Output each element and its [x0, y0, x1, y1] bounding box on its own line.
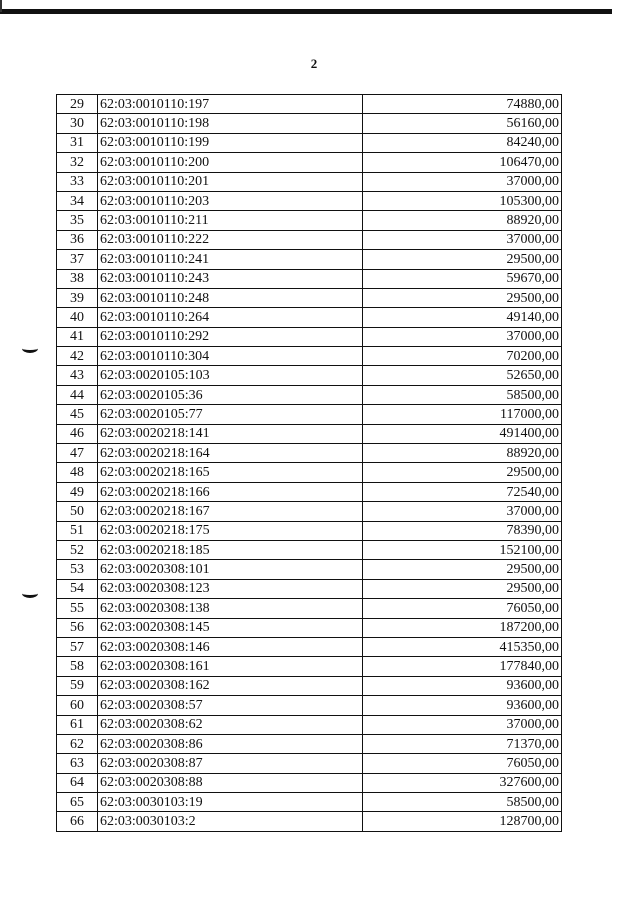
- row-number: 35: [57, 211, 98, 230]
- cadastral-value: 84240,00: [363, 133, 562, 152]
- cadastral-value: 76050,00: [363, 599, 562, 618]
- row-number: 30: [57, 114, 98, 133]
- row-number: 62: [57, 734, 98, 753]
- cadastral-value: 29500,00: [363, 463, 562, 482]
- cadastral-number: 62:03:0020308:86: [98, 734, 363, 753]
- cadastral-value: 74880,00: [363, 95, 562, 114]
- cadastral-value: 117000,00: [363, 405, 562, 424]
- row-number: 53: [57, 560, 98, 579]
- row-number: 44: [57, 385, 98, 404]
- table-row: [57, 463, 562, 482]
- cadastral-number: 62:03:0020218:166: [98, 482, 363, 501]
- table-row: [57, 773, 562, 792]
- cadastral-value: 37000,00: [363, 715, 562, 734]
- cadastral-number: 62:03:0010110:211: [98, 211, 363, 230]
- table-row: [57, 637, 562, 656]
- cadastral-value: 29500,00: [363, 560, 562, 579]
- cadastral-value: 29500,00: [363, 579, 562, 598]
- cadastral-value: 93600,00: [363, 676, 562, 695]
- row-number: 38: [57, 269, 98, 288]
- row-number: 65: [57, 793, 98, 812]
- table-row: [57, 172, 562, 191]
- cadastral-value: 106470,00: [363, 153, 562, 172]
- row-number: 66: [57, 812, 98, 831]
- cadastral-value: 152100,00: [363, 540, 562, 559]
- table-row: [57, 153, 562, 172]
- cadastral-number: 62:03:0030103:2: [98, 812, 363, 831]
- row-number: 63: [57, 754, 98, 773]
- cadastral-number: 62:03:0020308:138: [98, 599, 363, 618]
- table-row: [57, 424, 562, 443]
- row-number: 48: [57, 463, 98, 482]
- cadastral-value: 37000,00: [363, 172, 562, 191]
- cadastral-number: 62:03:0010110:248: [98, 288, 363, 307]
- row-number: 46: [57, 424, 98, 443]
- row-number: 41: [57, 327, 98, 346]
- row-number: 34: [57, 191, 98, 210]
- cadastral-number: 62:03:0020308:88: [98, 773, 363, 792]
- cadastral-number: 62:03:0020105:36: [98, 385, 363, 404]
- cadastral-value: 105300,00: [363, 191, 562, 210]
- row-number: 36: [57, 230, 98, 249]
- table-row: [57, 133, 562, 152]
- row-number: 33: [57, 172, 98, 191]
- table-row: [57, 599, 562, 618]
- table-row: [57, 560, 562, 579]
- cadastral-value: 327600,00: [363, 773, 562, 792]
- table-row: [57, 230, 562, 249]
- cadastral-number: 62:03:0010110:222: [98, 230, 363, 249]
- cadastral-value: 70200,00: [363, 347, 562, 366]
- table-row: [57, 502, 562, 521]
- page-number: 2: [310, 56, 318, 71]
- row-number: 56: [57, 618, 98, 637]
- table-row: [57, 657, 562, 676]
- table-row: [57, 754, 562, 773]
- table-row: [57, 269, 562, 288]
- cadastral-value: 58500,00: [363, 793, 562, 812]
- cadastral-number: 62:03:0010110:200: [98, 153, 363, 172]
- cadastral-value: 49140,00: [363, 308, 562, 327]
- table-row: [57, 405, 562, 424]
- cadastral-number: 62:03:0030103:19: [98, 793, 363, 812]
- row-number: 61: [57, 715, 98, 734]
- cadastral-value: 59670,00: [363, 269, 562, 288]
- table-row: [57, 444, 562, 463]
- table-row: [57, 308, 562, 327]
- row-number: 49: [57, 482, 98, 501]
- cadastral-number: 62:03:0020308:123: [98, 579, 363, 598]
- cadastral-number: 62:03:0020218:164: [98, 444, 363, 463]
- cadastral-value: 58500,00: [363, 385, 562, 404]
- table-row: [57, 385, 562, 404]
- cadastral-value: 29500,00: [363, 288, 562, 307]
- cadastral-number: 62:03:0020218:167: [98, 502, 363, 521]
- table-row: [57, 521, 562, 540]
- row-number: 52: [57, 540, 98, 559]
- row-number: 54: [57, 579, 98, 598]
- margin-check-mark-icon: [22, 344, 38, 353]
- table-row: [57, 715, 562, 734]
- table-row: [57, 734, 562, 753]
- cadastral-number: 62:03:0020218:185: [98, 540, 363, 559]
- table-body: [57, 95, 562, 832]
- cadastral-number: 62:03:0020308:146: [98, 637, 363, 656]
- row-number: 40: [57, 308, 98, 327]
- cadastral-value: 72540,00: [363, 482, 562, 501]
- table-row: [57, 347, 562, 366]
- cadastral-value: 37000,00: [363, 502, 562, 521]
- table-row: [57, 696, 562, 715]
- table-row: [57, 366, 562, 385]
- corner-tick: [0, 0, 2, 12]
- row-number: 31: [57, 133, 98, 152]
- cadastral-number: 62:03:0010110:241: [98, 250, 363, 269]
- table-row: [57, 812, 562, 831]
- cadastral-number: 62:03:0020308:161: [98, 657, 363, 676]
- row-number: 37: [57, 250, 98, 269]
- cadastral-number: 62:03:0020218:165: [98, 463, 363, 482]
- cadastral-value: 56160,00: [363, 114, 562, 133]
- cadastral-number: 62:03:0020308:162: [98, 676, 363, 695]
- table-row: [57, 211, 562, 230]
- cadastral-number: 62:03:0020308:87: [98, 754, 363, 773]
- cadastral-number: 62:03:0010110:198: [98, 114, 363, 133]
- cadastral-number: 62:03:0010110:199: [98, 133, 363, 152]
- row-number: 50: [57, 502, 98, 521]
- table-row: [57, 114, 562, 133]
- cadastral-value: 76050,00: [363, 754, 562, 773]
- cadastral-value: 177840,00: [363, 657, 562, 676]
- cadastral-value: 78390,00: [363, 521, 562, 540]
- cadastral-value: 88920,00: [363, 211, 562, 230]
- cadastral-value-table: [56, 94, 562, 832]
- cadastral-number: 62:03:0010110:243: [98, 269, 363, 288]
- row-number: 43: [57, 366, 98, 385]
- margin-check-mark-icon: [22, 589, 38, 598]
- cadastral-number: 62:03:0010110:201: [98, 172, 363, 191]
- cadastral-number: 62:03:0020308:101: [98, 560, 363, 579]
- row-number: 60: [57, 696, 98, 715]
- cadastral-number: 62:03:0010110:292: [98, 327, 363, 346]
- table-row: [57, 288, 562, 307]
- row-number: 39: [57, 288, 98, 307]
- cadastral-number: 62:03:0020105:77: [98, 405, 363, 424]
- table-row: [57, 793, 562, 812]
- row-number: 32: [57, 153, 98, 172]
- cadastral-number: 62:03:0020218:141: [98, 424, 363, 443]
- cadastral-number: 62:03:0010110:304: [98, 347, 363, 366]
- cadastral-number: 62:03:0020308:62: [98, 715, 363, 734]
- cadastral-value: 29500,00: [363, 250, 562, 269]
- cadastral-value: 37000,00: [363, 230, 562, 249]
- cadastral-value: 88920,00: [363, 444, 562, 463]
- table-row: [57, 482, 562, 501]
- cadastral-value: 37000,00: [363, 327, 562, 346]
- table-row: [57, 250, 562, 269]
- cadastral-value: 415350,00: [363, 637, 562, 656]
- row-number: 59: [57, 676, 98, 695]
- cadastral-value: 71370,00: [363, 734, 562, 753]
- cadastral-number: 62:03:0010110:197: [98, 95, 363, 114]
- table-row: [57, 540, 562, 559]
- table-row: [57, 327, 562, 346]
- cadastral-value: 93600,00: [363, 696, 562, 715]
- row-number: 58: [57, 657, 98, 676]
- row-number: 57: [57, 637, 98, 656]
- row-number: 47: [57, 444, 98, 463]
- table-row: [57, 618, 562, 637]
- row-number: 29: [57, 95, 98, 114]
- cadastral-number: 62:03:0020105:103: [98, 366, 363, 385]
- row-number: 51: [57, 521, 98, 540]
- row-number: 55: [57, 599, 98, 618]
- cadastral-value: 491400,00: [363, 424, 562, 443]
- table-row: [57, 579, 562, 598]
- cadastral-number: 62:03:0010110:203: [98, 191, 363, 210]
- cadastral-value: 187200,00: [363, 618, 562, 637]
- cadastral-number: 62:03:0010110:264: [98, 308, 363, 327]
- table-row: [57, 676, 562, 695]
- cadastral-number: 62:03:0020218:175: [98, 521, 363, 540]
- row-number: 45: [57, 405, 98, 424]
- row-number: 64: [57, 773, 98, 792]
- cadastral-value: 128700,00: [363, 812, 562, 831]
- table-row: [57, 191, 562, 210]
- header-rule: [0, 9, 612, 14]
- cadastral-number: 62:03:0020308:145: [98, 618, 363, 637]
- table-row: [57, 95, 562, 114]
- cadastral-value: 52650,00: [363, 366, 562, 385]
- cadastral-number: 62:03:0020308:57: [98, 696, 363, 715]
- row-number: 42: [57, 347, 98, 366]
